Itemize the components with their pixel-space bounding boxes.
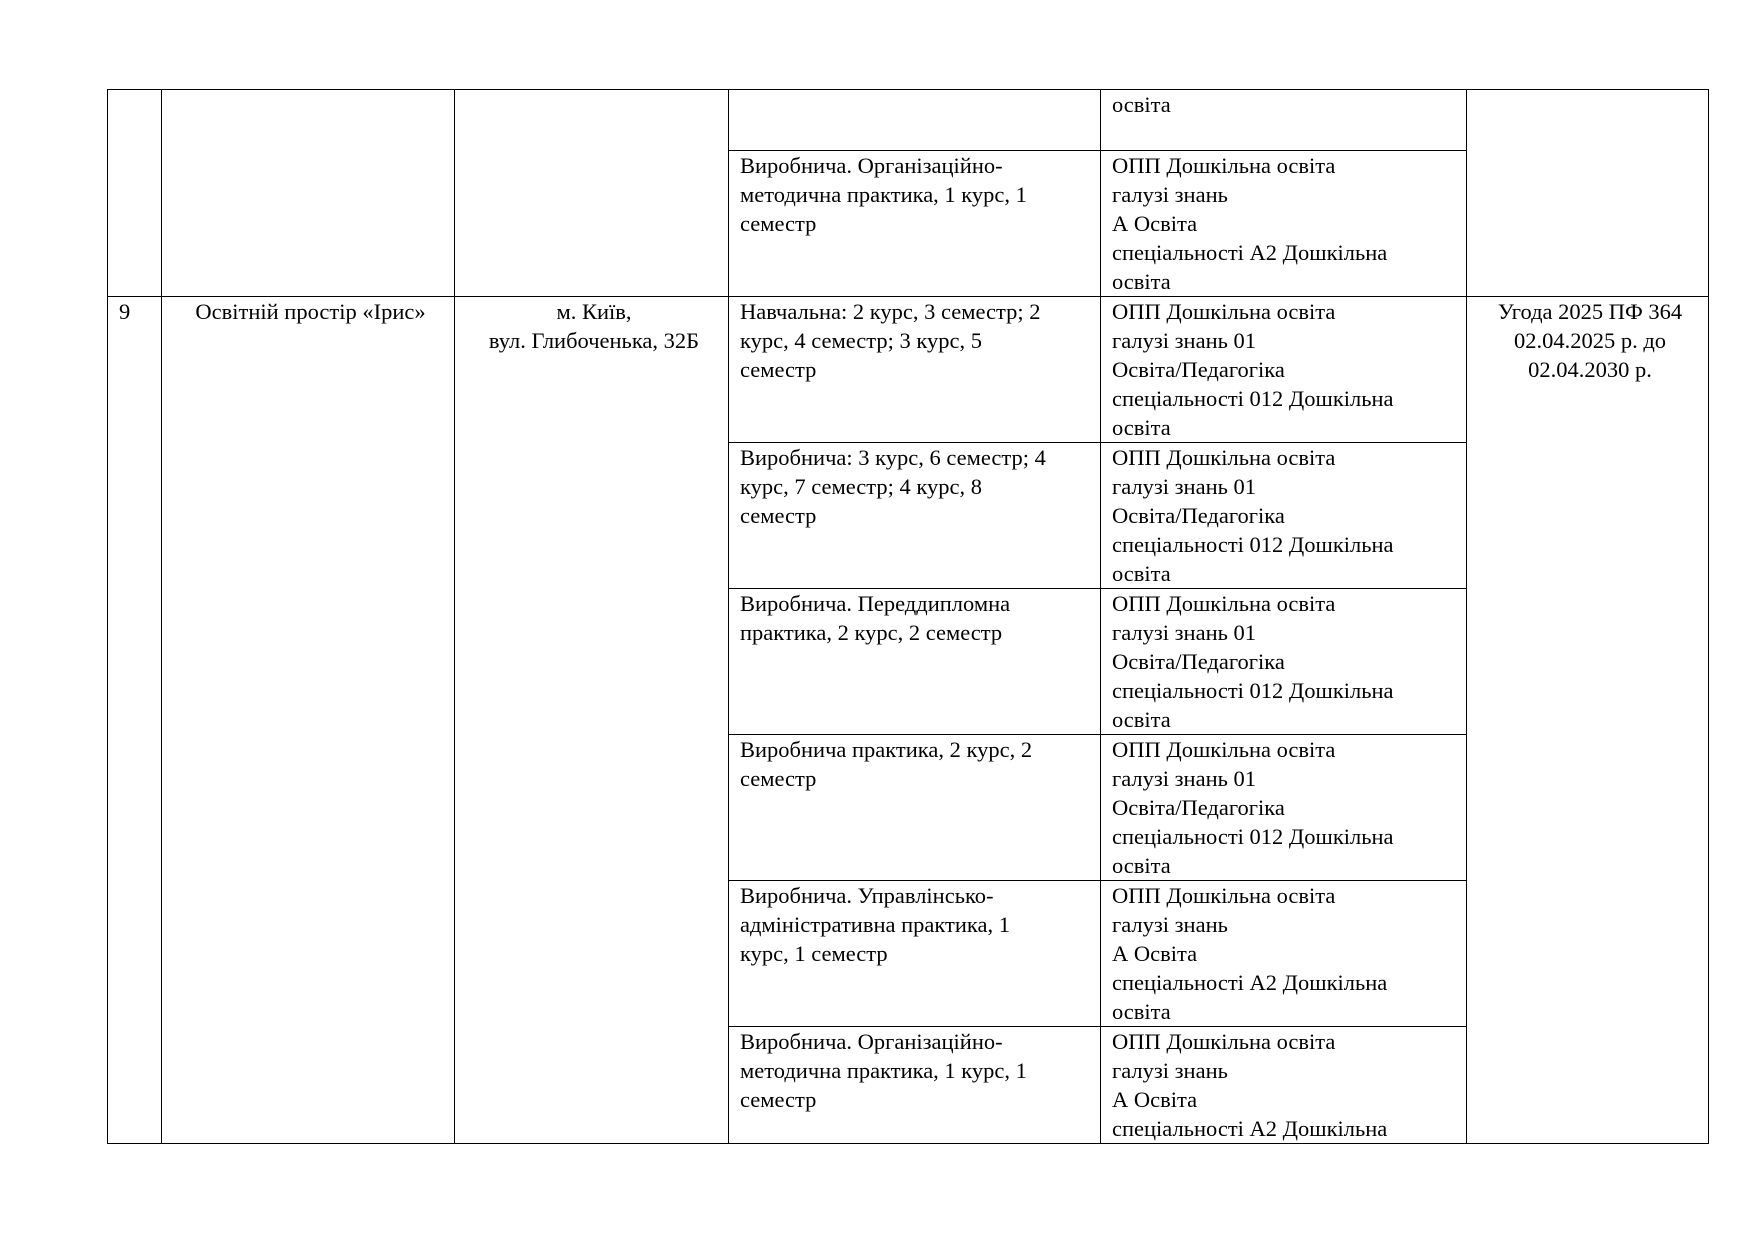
institution-address: м. Київ, вул. Глибоченька, 32Б [488, 299, 700, 353]
entry-number: 9 [119, 299, 131, 324]
cell-practice-type [729, 297, 1101, 443]
practice-type-text: Виробнича: 3 курс, 6 семестр; 4 курс, 7 семестр; 4 курс, 8 семестр [740, 445, 1046, 528]
cell-program [1101, 151, 1467, 297]
program-text: ОПП Дошкільна освіта галузі знань А Освіта спеціальності А2 Дошкільна освіта [1112, 883, 1388, 1024]
cell-address-empty [455, 90, 729, 297]
cell-number [108, 297, 162, 1144]
cell-practice-type [729, 443, 1101, 589]
program-text: освіта [1112, 92, 1171, 117]
practice-type-text: Виробнича. Переддипломна практика, 2 курс, 2 семестр [740, 591, 1011, 645]
table-row [108, 297, 1709, 443]
cell-practice-type [729, 90, 1101, 151]
program-text: ОПП Дошкільна освіта галузі знань А Освіта спеціальності А2 Дошкільна [1112, 1029, 1388, 1141]
program-text: ОПП Дошкільна освіта галузі знань 01 Освіта/Педагогіка спеціальності 012 Дошкільна освіта [1112, 299, 1394, 440]
agreement-text: Угода 2025 ПФ 364 02.04.2025 р. до 02.04.2030 р. [1497, 299, 1683, 382]
cell-program [1101, 90, 1467, 151]
cell-name-empty [162, 90, 455, 297]
cell-program [1101, 589, 1467, 735]
cell-practice-type [729, 589, 1101, 735]
cell-program [1101, 881, 1467, 1027]
cell-number-empty [108, 90, 162, 297]
practice-type-text: Виробнича. Організаційно- методична практика, 1 курс, 1 семестр [740, 153, 1027, 236]
cell-practice-type [729, 1027, 1101, 1144]
cell-agreement [1467, 297, 1709, 1144]
cell-practice-type [729, 735, 1101, 881]
cell-name [162, 297, 455, 1144]
cell-program [1101, 297, 1467, 443]
practice-type-text: Виробнича. Організаційно- методична практика, 1 курс, 1 семестр [740, 1029, 1027, 1112]
cell-address [455, 297, 729, 1144]
practice-type-text: Виробнича практика, 2 курс, 2 семестр [740, 737, 1033, 791]
cell-program [1101, 735, 1467, 881]
institution-name: Освітній простір «Ірис» [195, 299, 426, 324]
cell-program [1101, 1027, 1467, 1144]
program-text: ОПП Дошкільна освіта галузі знань 01 Освіта/Педагогіка спеціальності 012 Дошкільна освіта [1112, 737, 1394, 878]
table-row [108, 90, 1709, 151]
practice-type-text: Виробнича. Управлінсько- адміністративна практика, 1 курс, 1 семестр [740, 883, 1010, 966]
cell-practice-type [729, 881, 1101, 1027]
practice-bases-table [107, 89, 1709, 1144]
cell-agreement-empty [1467, 90, 1709, 297]
program-text: ОПП Дошкільна освіта галузі знань А Освіта спеціальності А2 Дошкільна освіта [1112, 153, 1388, 294]
program-text: ОПП Дошкільна освіта галузі знань 01 Освіта/Педагогіка спеціальності 012 Дошкільна освіта [1112, 445, 1394, 586]
program-text: ОПП Дошкільна освіта галузі знань 01 Освіта/Педагогіка спеціальності 012 Дошкільна освіта [1112, 591, 1394, 732]
practice-type-text: Навчальна: 2 курс, 3 семестр; 2 курс, 4 семестр; 3 курс, 5 семестр [740, 299, 1041, 382]
cell-program [1101, 443, 1467, 589]
cell-practice-type [729, 151, 1101, 297]
